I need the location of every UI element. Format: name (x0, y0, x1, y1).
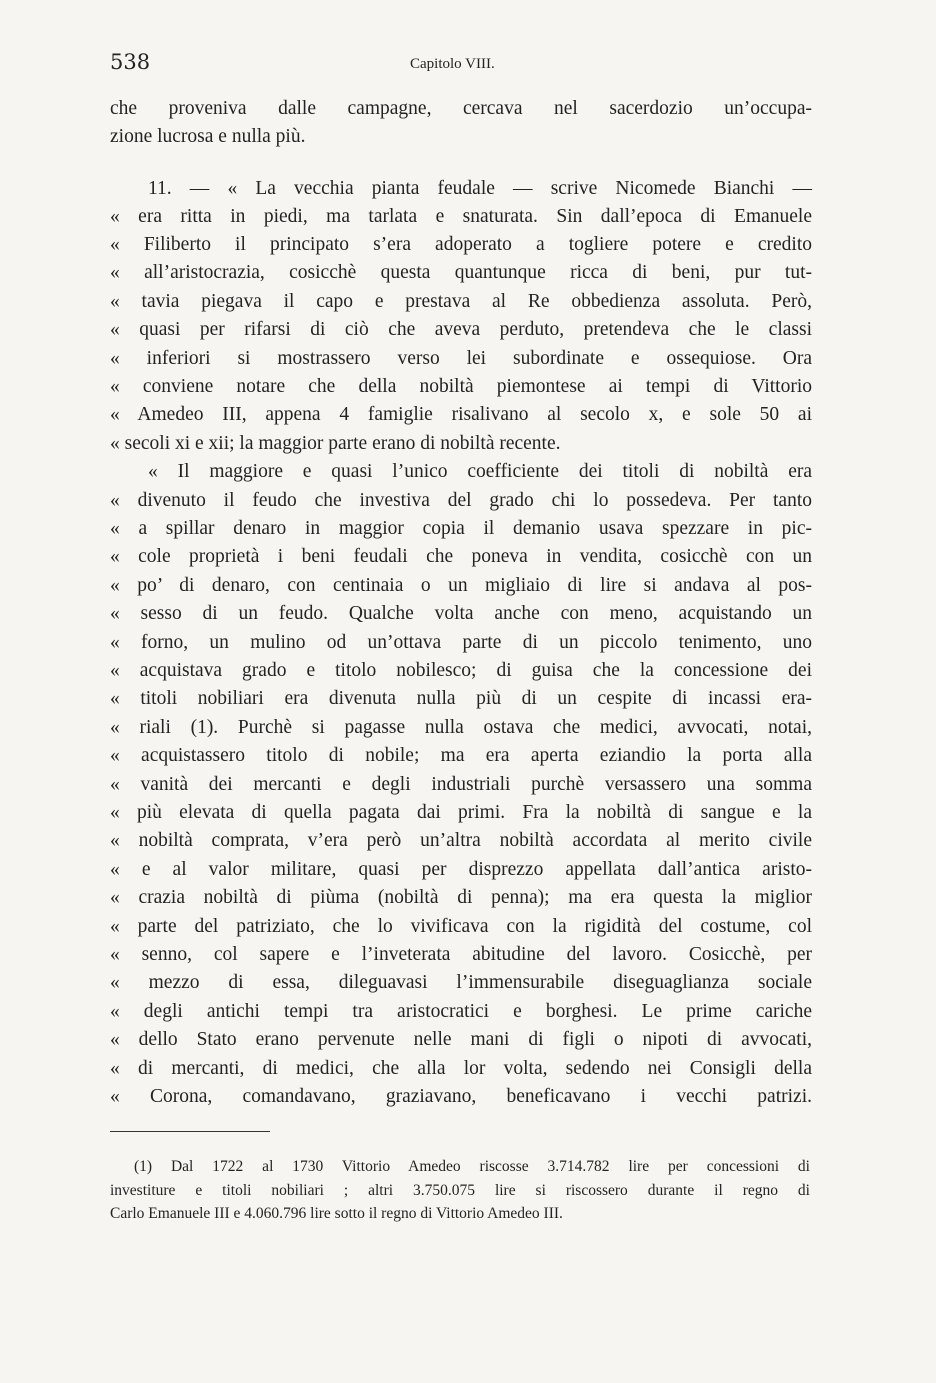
text-line: « cole proprietà i beni feudali che poneva in vendita, cosicchè con un (110, 546, 812, 567)
text-line: « vanità dei mercanti e degli industriali purchè versassero una somma (110, 774, 812, 795)
text-line: « dello Stato erano pervenute nelle mani di figli o nipoti di avvocati, (110, 1029, 812, 1050)
text-line: « senno, col sapere e l’inveterata abitudine del lavoro. Cosicchè, per (110, 944, 812, 965)
text-line: « Filiberto il principato s’era adoperato a togliere potere e credito (110, 234, 812, 255)
text-line: zione lucrosa e nulla più. (110, 126, 306, 147)
text-line: « Corona, comandavano, graziavano, beneficavano i vecchi patrizi. (110, 1086, 812, 1107)
text-line: « nobiltà comprata, v’era però un’altra nobiltà accordata al merito civile (110, 830, 812, 851)
running-title: Capitolo VIII. (410, 56, 495, 72)
text-line: « all’aristocrazia, cosicchè questa quantunque ricca di beni, pur tut- (110, 262, 812, 283)
text-line: « tavia piegava il capo e prestava al Re obbedienza assoluta. Però, (110, 291, 812, 312)
text-line: « conviene notare che della nobiltà piemontese ai tempi di Vittorio (110, 376, 812, 397)
footnote-line: Carlo Emanuele III e 4.060.796 lire sotto il regno di Vittorio Amedeo III. (110, 1205, 563, 1222)
page-header (110, 50, 810, 80)
text-line: « riali (1). Purchè si pagasse nulla ostava che medici, avvocati, notai, (110, 717, 812, 738)
text-line: « crazia nobiltà di piùma (nobiltà di penna); ma era questa la miglior (110, 887, 812, 908)
footnote-line: (1) Dal 1722 al 1730 Vittorio Amedeo riscosse 3.714.782 lire per concessioni di (134, 1158, 810, 1175)
text-line: « più elevata di quella pagata dai primi. Fra la nobiltà di sangue e la (110, 802, 812, 823)
text-line: « quasi per rifarsi di ciò che aveva perduto, pretendeva che le classi (110, 319, 812, 340)
section-11-start: 11. — « La vecchia pianta feudale — scrive Nicomede Bianchi — (148, 178, 812, 199)
text-line: « degli antichi tempi tra aristocratici e borghesi. Le prime cariche (110, 1001, 812, 1022)
text-line: « inferiori si mostrassero verso lei subordinate e ossequiose. Ora (110, 348, 812, 369)
paragraph-start: « Il maggiore e quasi l’unico coefficiente dei titoli di nobiltà era (148, 461, 812, 482)
text-line: « acquistava grado e titolo nobilesco; di guisa che la concessione dei (110, 660, 812, 681)
text-line: « parte del patriziato, che lo vivificava con la rigidità del costume, col (110, 916, 812, 937)
text-line: « Amedeo III, appena 4 famiglie risalivano al secolo x, e sole 50 ai (110, 404, 812, 425)
page-number: 538 (110, 50, 151, 74)
text-line: « a spillar denaro in maggior copia il demanio usava spezzare in pic- (110, 518, 812, 539)
text-line: « titoli nobiliari era divenuta nulla più di un cespite di incassi era- (110, 688, 812, 709)
text-line: « secoli xi e xii; la maggior parte erano di nobiltà recente. (110, 433, 561, 454)
text-line: « mezzo di essa, dileguavasi l’immensurabile diseguaglianza sociale (110, 972, 812, 993)
text-line: « e al valor militare, quasi per disprezzo appellata dall’antica aristo- (110, 859, 812, 880)
text-line: « divenuto il feudo che investiva del grado chi lo possedeva. Per tanto (110, 490, 812, 511)
text-line: « era ritta in piedi, ma tarlata e snaturata. Sin dall’epoca di Emanuele (110, 206, 812, 227)
text-line: « po’ di denaro, con centinaia o un migliaio di lire si andava al pos- (110, 575, 812, 596)
text-line: « sesso di un feudo. Qualche volta anche con meno, acquistando un (110, 603, 812, 624)
text-line: « acquistassero titolo di nobile; ma era aperta eziandio la porta alla (110, 745, 812, 766)
text-line: « di mercanti, di medici, che alla lor volta, sedendo nei Consigli della (110, 1058, 812, 1079)
text-line: « forno, un mulino od un’ottava parte di un piccolo tenimento, uno (110, 632, 812, 653)
footnote-line: investiture e titoli nobiliari ; altri 3.750.075 lire si riscossero durante il regno di (110, 1182, 810, 1199)
text-line: che proveniva dalle campagne, cercava nel sacerdozio un’occupa- (110, 98, 812, 119)
footnote-separator (110, 1131, 270, 1132)
